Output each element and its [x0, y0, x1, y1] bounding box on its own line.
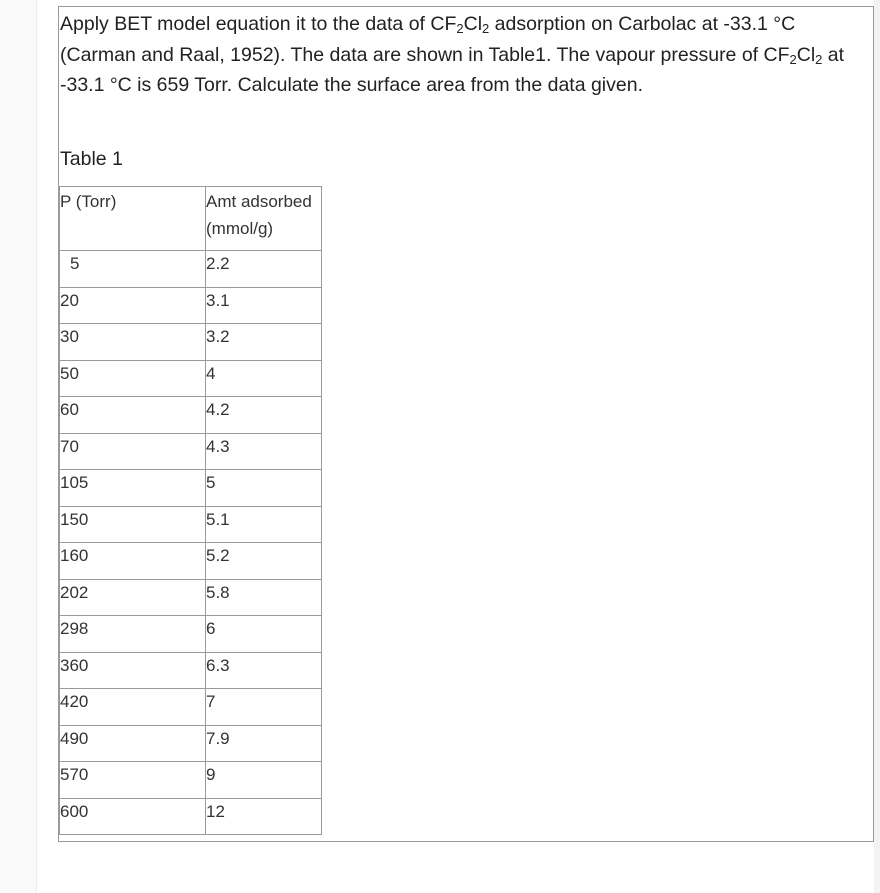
- table-row: [60, 579, 322, 616]
- table-caption: Table 1: [60, 148, 123, 170]
- table-row: [60, 397, 322, 434]
- cell-pressure: 160: [60, 543, 206, 580]
- cell-pressure: 105: [60, 470, 206, 507]
- cell-pressure: 30: [60, 324, 206, 361]
- question-sub-2: 2: [482, 21, 490, 36]
- question-part-3: adsorption on Carbolac at -33.1 °C (Carman and Raal, 1952). The data are shown in Table1. The vapour pressure of CF: [60, 13, 796, 66]
- question-text: [60, 9, 870, 101]
- cell-pressure: 490: [60, 725, 206, 762]
- question-part-2: Cl: [463, 13, 483, 35]
- cell-amount: 9: [206, 762, 322, 799]
- cell-pressure: 298: [60, 616, 206, 653]
- cell-amount: 5: [206, 470, 322, 507]
- cell-pressure: 50: [60, 360, 206, 397]
- cell-pressure: 5: [60, 251, 206, 288]
- cell-pressure: 360: [60, 652, 206, 689]
- table-row: [60, 689, 322, 726]
- cell-pressure: 420: [60, 689, 206, 726]
- right-gutter: [874, 0, 880, 893]
- cell-amount: 5.2: [206, 543, 322, 580]
- table-row: [60, 543, 322, 580]
- cell-pressure: 570: [60, 762, 206, 799]
- table-row: [60, 725, 322, 762]
- table-row: [60, 287, 322, 324]
- question-sub-3: 2: [789, 51, 797, 67]
- question-part-1: Apply BET model equation it to the data of CF: [60, 13, 457, 35]
- cell-amount: 3.1: [206, 287, 322, 324]
- cell-amount: 5.1: [206, 506, 322, 543]
- cell-pressure: 20: [60, 287, 206, 324]
- question-part-4: Cl: [796, 43, 816, 66]
- data-table: [59, 186, 322, 835]
- table-row: [60, 616, 322, 653]
- table-row: [60, 433, 322, 470]
- cell-amount: 7.9: [206, 725, 322, 762]
- table-row: [60, 470, 322, 507]
- table-row: [60, 324, 322, 361]
- table-header-row: [60, 187, 322, 251]
- question-box: [58, 6, 874, 842]
- table-row: [60, 360, 322, 397]
- question-sub-1: 2: [456, 21, 464, 36]
- header-amount: Amt adsorbed (mmol/g): [206, 187, 322, 251]
- table-row: [60, 251, 322, 288]
- left-gutter: [0, 0, 37, 893]
- question-sub-4: 2: [815, 51, 823, 67]
- cell-amount: 6: [206, 616, 322, 653]
- cell-amount: 4: [206, 360, 322, 397]
- cell-amount: 3.2: [206, 324, 322, 361]
- cell-amount: 4.2: [206, 397, 322, 434]
- cell-amount: 6.3: [206, 652, 322, 689]
- table-row: [60, 762, 322, 799]
- cell-pressure: 150: [60, 506, 206, 543]
- question-part-5: at -33.1 °C is 659 Torr. Calculate the surface area from the data given.: [60, 43, 845, 96]
- cell-pressure: 600: [60, 798, 206, 835]
- cell-amount: 5.8: [206, 579, 322, 616]
- cell-pressure: 202: [60, 579, 206, 616]
- header-pressure: P (Torr): [60, 187, 206, 251]
- cell-amount: 12: [206, 798, 322, 835]
- table-row: [60, 652, 322, 689]
- cell-amount: 7: [206, 689, 322, 726]
- cell-amount: 4.3: [206, 433, 322, 470]
- table-row: [60, 506, 322, 543]
- cell-amount: 2.2: [206, 251, 322, 288]
- cell-pressure: 70: [60, 433, 206, 470]
- cell-pressure: 60: [60, 397, 206, 434]
- table-body: [60, 251, 322, 835]
- table-row: [60, 798, 322, 835]
